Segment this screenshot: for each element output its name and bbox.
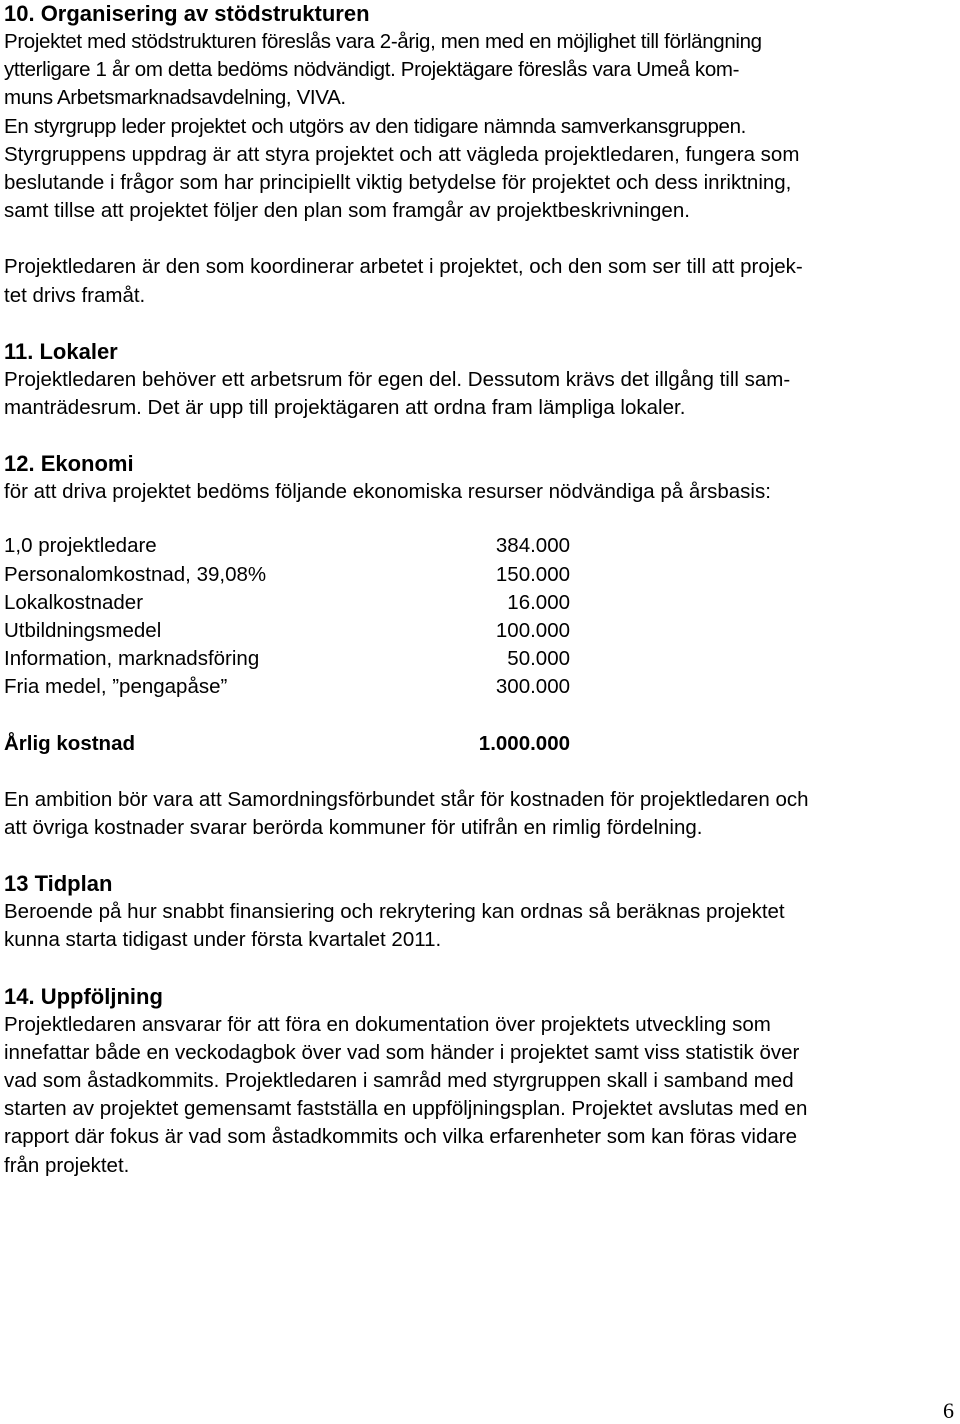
paragraph (4, 366, 956, 422)
budget-value: 150.000 (495, 562, 570, 586)
section-ekonomi (4, 450, 956, 842)
budget-row (4, 617, 956, 645)
section-heading: 13 Tidplan (4, 871, 113, 897)
budget-row (4, 561, 956, 589)
budget-label: Personalomkostnad, 39,08% (4, 562, 267, 586)
text-line: starten av projektet gemensamt fastställa en uppföljningsplan. Projektet avslutas med en (4, 1097, 808, 1121)
section-heading: 11. Lokaler (4, 338, 118, 364)
section-uppfoljning (4, 983, 956, 1180)
budget-value: 100.000 (495, 619, 570, 642)
section-lokaler (4, 338, 956, 422)
section-tidplan (4, 870, 956, 954)
paragraph: för att driva projektet bedöms följande ekonomiska resurser nödvändiga på årsbasis: (4, 480, 771, 504)
budget-label: Fria medel, ”pengapåse” (4, 675, 228, 699)
text-line: muns Arbetsmarknadsavdelning, VIVA. (4, 86, 346, 110)
paragraph (4, 898, 956, 954)
text-line: ytterligare 1 år om detta bedöms nödvändigt. Projektägare föreslås vara Umeå kom- (4, 58, 740, 82)
paragraph (4, 1011, 956, 1180)
text-line: tet drivs framåt. (4, 283, 146, 307)
section-heading: 10. Organisering av stödstrukturen (4, 1, 370, 26)
text-line: Projektledaren ansvarar för att föra en dokumentation över projektets utveckling som (4, 1012, 771, 1036)
paragraph (4, 253, 956, 309)
text-line: samt tillse att projektet följer den plan som framgår av projektbeskrivningen. (4, 199, 690, 223)
budget-total-value: 1.000.000 (478, 731, 570, 755)
budget-value: 300.000 (495, 675, 570, 699)
budget-label: 1,0 projektledare (4, 534, 157, 558)
text-line: manträdesrum. Det är upp till projektägaren att ordna fram lämpliga lokaler. (4, 396, 686, 420)
budget-value: 384.000 (495, 534, 570, 558)
text-line: En styrgrupp leder projektet och utgörs av den tidigare nämnda samverkansgruppen. (4, 114, 746, 138)
text-line: Styrgruppens uppdrag är att styra projektet och att vägleda projektledaren, fungera som (4, 142, 800, 166)
document-page (4, 0, 956, 1180)
section-heading: 14. Uppföljning (4, 983, 163, 1009)
text-line: att övriga kostnader svarar berörda kommuner för utifrån en rimlig fördelning. (4, 815, 703, 839)
text-line: rapport där fokus är vad som åstadkommits och vilka erfarenheter som kan föras vidare (4, 1125, 798, 1149)
budget-total-label: Årlig kostnad (4, 731, 135, 755)
paragraph (4, 28, 956, 141)
page-number: 6 (943, 1398, 954, 1423)
budget-label: Utbildningsmedel (4, 619, 162, 642)
section-heading: 12. Ekonomi (4, 451, 134, 477)
budget-table (4, 532, 956, 757)
budget-label: Information, marknadsföring (4, 647, 260, 671)
text-line: beslutande i frågor som har principiellt viktig betydelse för projektet och dess inriktning, (4, 171, 792, 195)
text-line: kunna starta tidigast under första kvartalet 2011. (4, 928, 442, 952)
text-line: från projektet. (4, 1153, 130, 1177)
paragraph (4, 786, 956, 842)
budget-row (4, 673, 956, 701)
text-line: Projektet med stödstrukturen föreslås vara 2-årig, men med en möjlighet till förlängning (4, 30, 762, 53)
paragraph (4, 141, 956, 226)
budget-row (4, 645, 956, 673)
text-line: Projektledaren är den som koordinerar arbetet i projektet, och den som ser till att projek- (4, 255, 803, 279)
text-line: vad som åstadkommits. Projektledaren i samråd med styrgruppen skall i samband med (4, 1068, 794, 1092)
text-line: innefattar både en veckodagbok över vad som händer i projektet samt viss statistik över (4, 1040, 800, 1064)
budget-value: 16.000 (507, 590, 570, 614)
budget-label: Lokalkostnader (4, 590, 144, 614)
text-line: Beroende på hur snabbt finansiering och rekrytering kan ordnas så beräknas projektet (4, 900, 785, 924)
budget-row (4, 589, 956, 617)
text-line: Projektledaren behöver ett arbetsrum för egen del. Dessutom krävs det illgång till sam- (4, 367, 791, 391)
text-line: En ambition bör vara att Samordningsförbundet står för kostnaden för projektledaren och (4, 787, 809, 811)
budget-total-row (4, 730, 956, 758)
budget-row (4, 532, 956, 560)
budget-value: 50.000 (507, 647, 570, 671)
section-organisation (4, 0, 956, 310)
